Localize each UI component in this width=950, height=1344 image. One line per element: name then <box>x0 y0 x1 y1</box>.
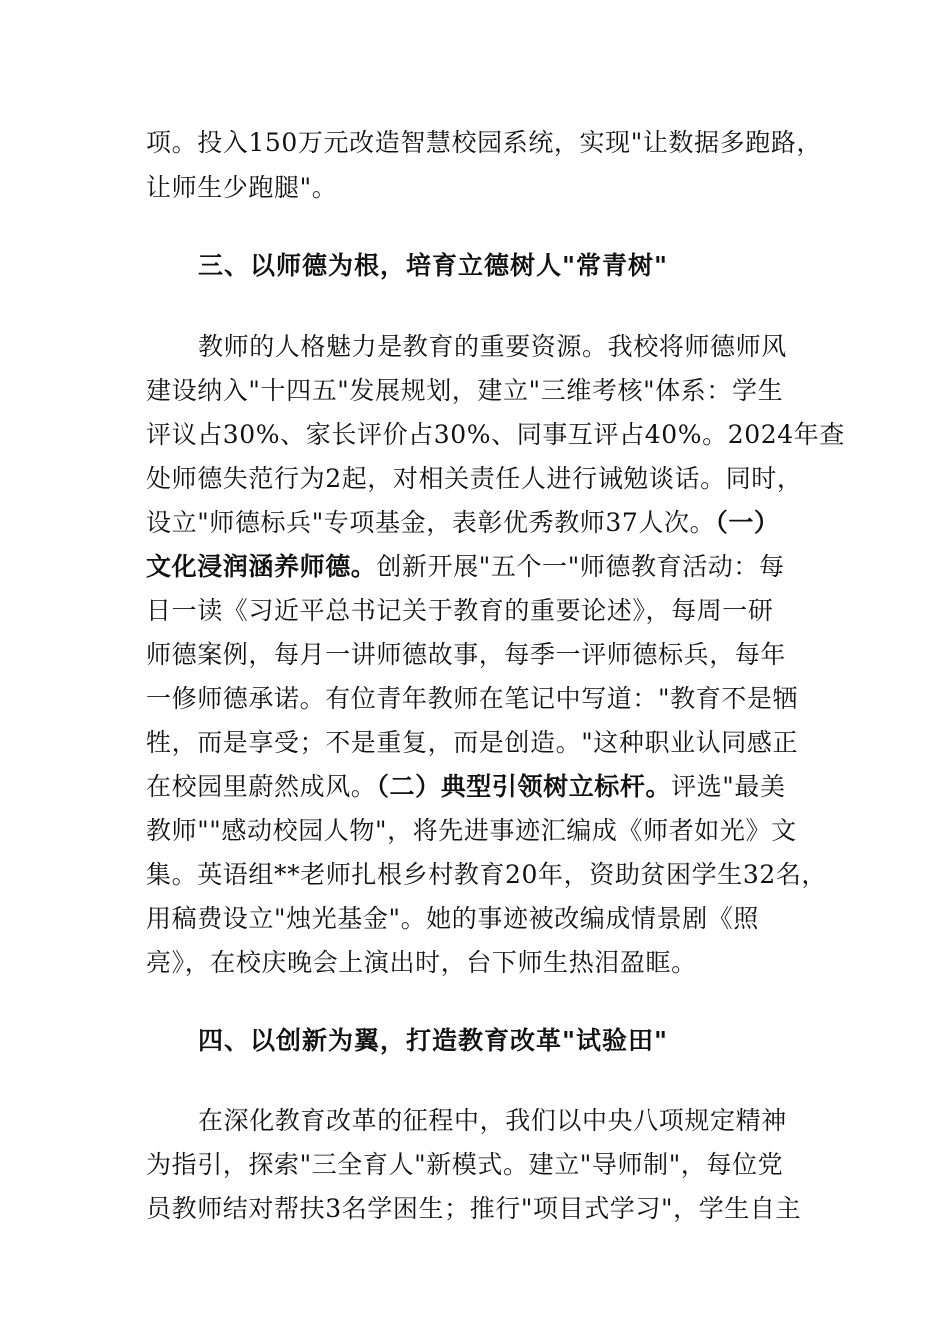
paragraph-line: 处师德失范行为2起，对相关责任人进行诫勉谈话。同时， <box>146 464 803 493</box>
section-heading-4: 四、以创新为翼，打造教育改革"试验田" <box>198 1026 669 1055</box>
line-text: 创新开展"五个一"师德教育活动：每 <box>376 552 785 581</box>
paragraph-line: 教师的人格魅力是教育的重要资源。我校将师德师风 <box>198 332 787 361</box>
paragraph-line: 日一读《习近平总书记关于教育的重要论述》，每周一研 <box>146 596 774 625</box>
paragraph-line: 用稿费设立"烛光基金"。她的事迹被改编成情景剧《照 <box>146 904 759 933</box>
line-text: 在校园里蔚然成风。 <box>146 772 377 801</box>
paragraph-line: 项。投入150万元改造智慧校园系统，实现"让数据多跑路， <box>146 128 823 157</box>
paragraph-line: 牲，而是享受；不是重复，而是创造。"这种职业认同感正 <box>146 728 799 757</box>
paragraph-line: 一修师德承诺。有位青年教师在笔记中写道："教育不是牺 <box>146 684 799 713</box>
paragraph-line: 让师生少跑腿"。 <box>146 173 338 202</box>
paragraph-line: 集。英语组**老师扎根乡村教育20年，资助贫困学生32名， <box>146 860 828 889</box>
line-text: 评选"最美 <box>671 772 786 801</box>
paragraph-line: 为指引，探索"三全育人"新模式。建立"导师制"，每位党 <box>146 1150 784 1179</box>
subheading-1-title: 文化浸润涵养师德。 <box>146 552 377 581</box>
paragraph-line: 员教师结对帮扶3名学困生；推行"项目式学习"，学生自主 <box>146 1194 802 1223</box>
paragraph-line: 师德案例，每月一讲师德故事，每季一评师德标兵，每年 <box>146 640 787 669</box>
line-text: 设立"师德标兵"专项基金，表彰优秀教师37人次。 <box>146 508 716 537</box>
section-heading-3: 三、以师德为根，培育立德树人"常青树" <box>198 251 669 280</box>
paragraph-line: 亮》，在校庆晚会上演出时，台下师生热泪盈眶。 <box>146 948 697 977</box>
subheading-2: （二）典型引领树立标杆。 <box>376 772 672 801</box>
subheading-1-number: （一） <box>715 508 780 537</box>
paragraph-line: 教师""感动校园人物"，将先进事迹汇编成《师者如光》文 <box>146 816 797 845</box>
paragraph-line: 在深化教育改革的征程中，我们以中央八项规定精神 <box>198 1106 787 1135</box>
paragraph-line: 评议占30%、家长评价占30%、同事互评占40%。2024年查 <box>146 420 845 449</box>
paragraph-line <box>146 554 785 579</box>
paragraph-line <box>146 510 780 535</box>
paragraph-line: 建设纳入"十四五"发展规划，建立"三维考核"体系：学生 <box>146 376 784 405</box>
paragraph-line <box>146 774 786 799</box>
